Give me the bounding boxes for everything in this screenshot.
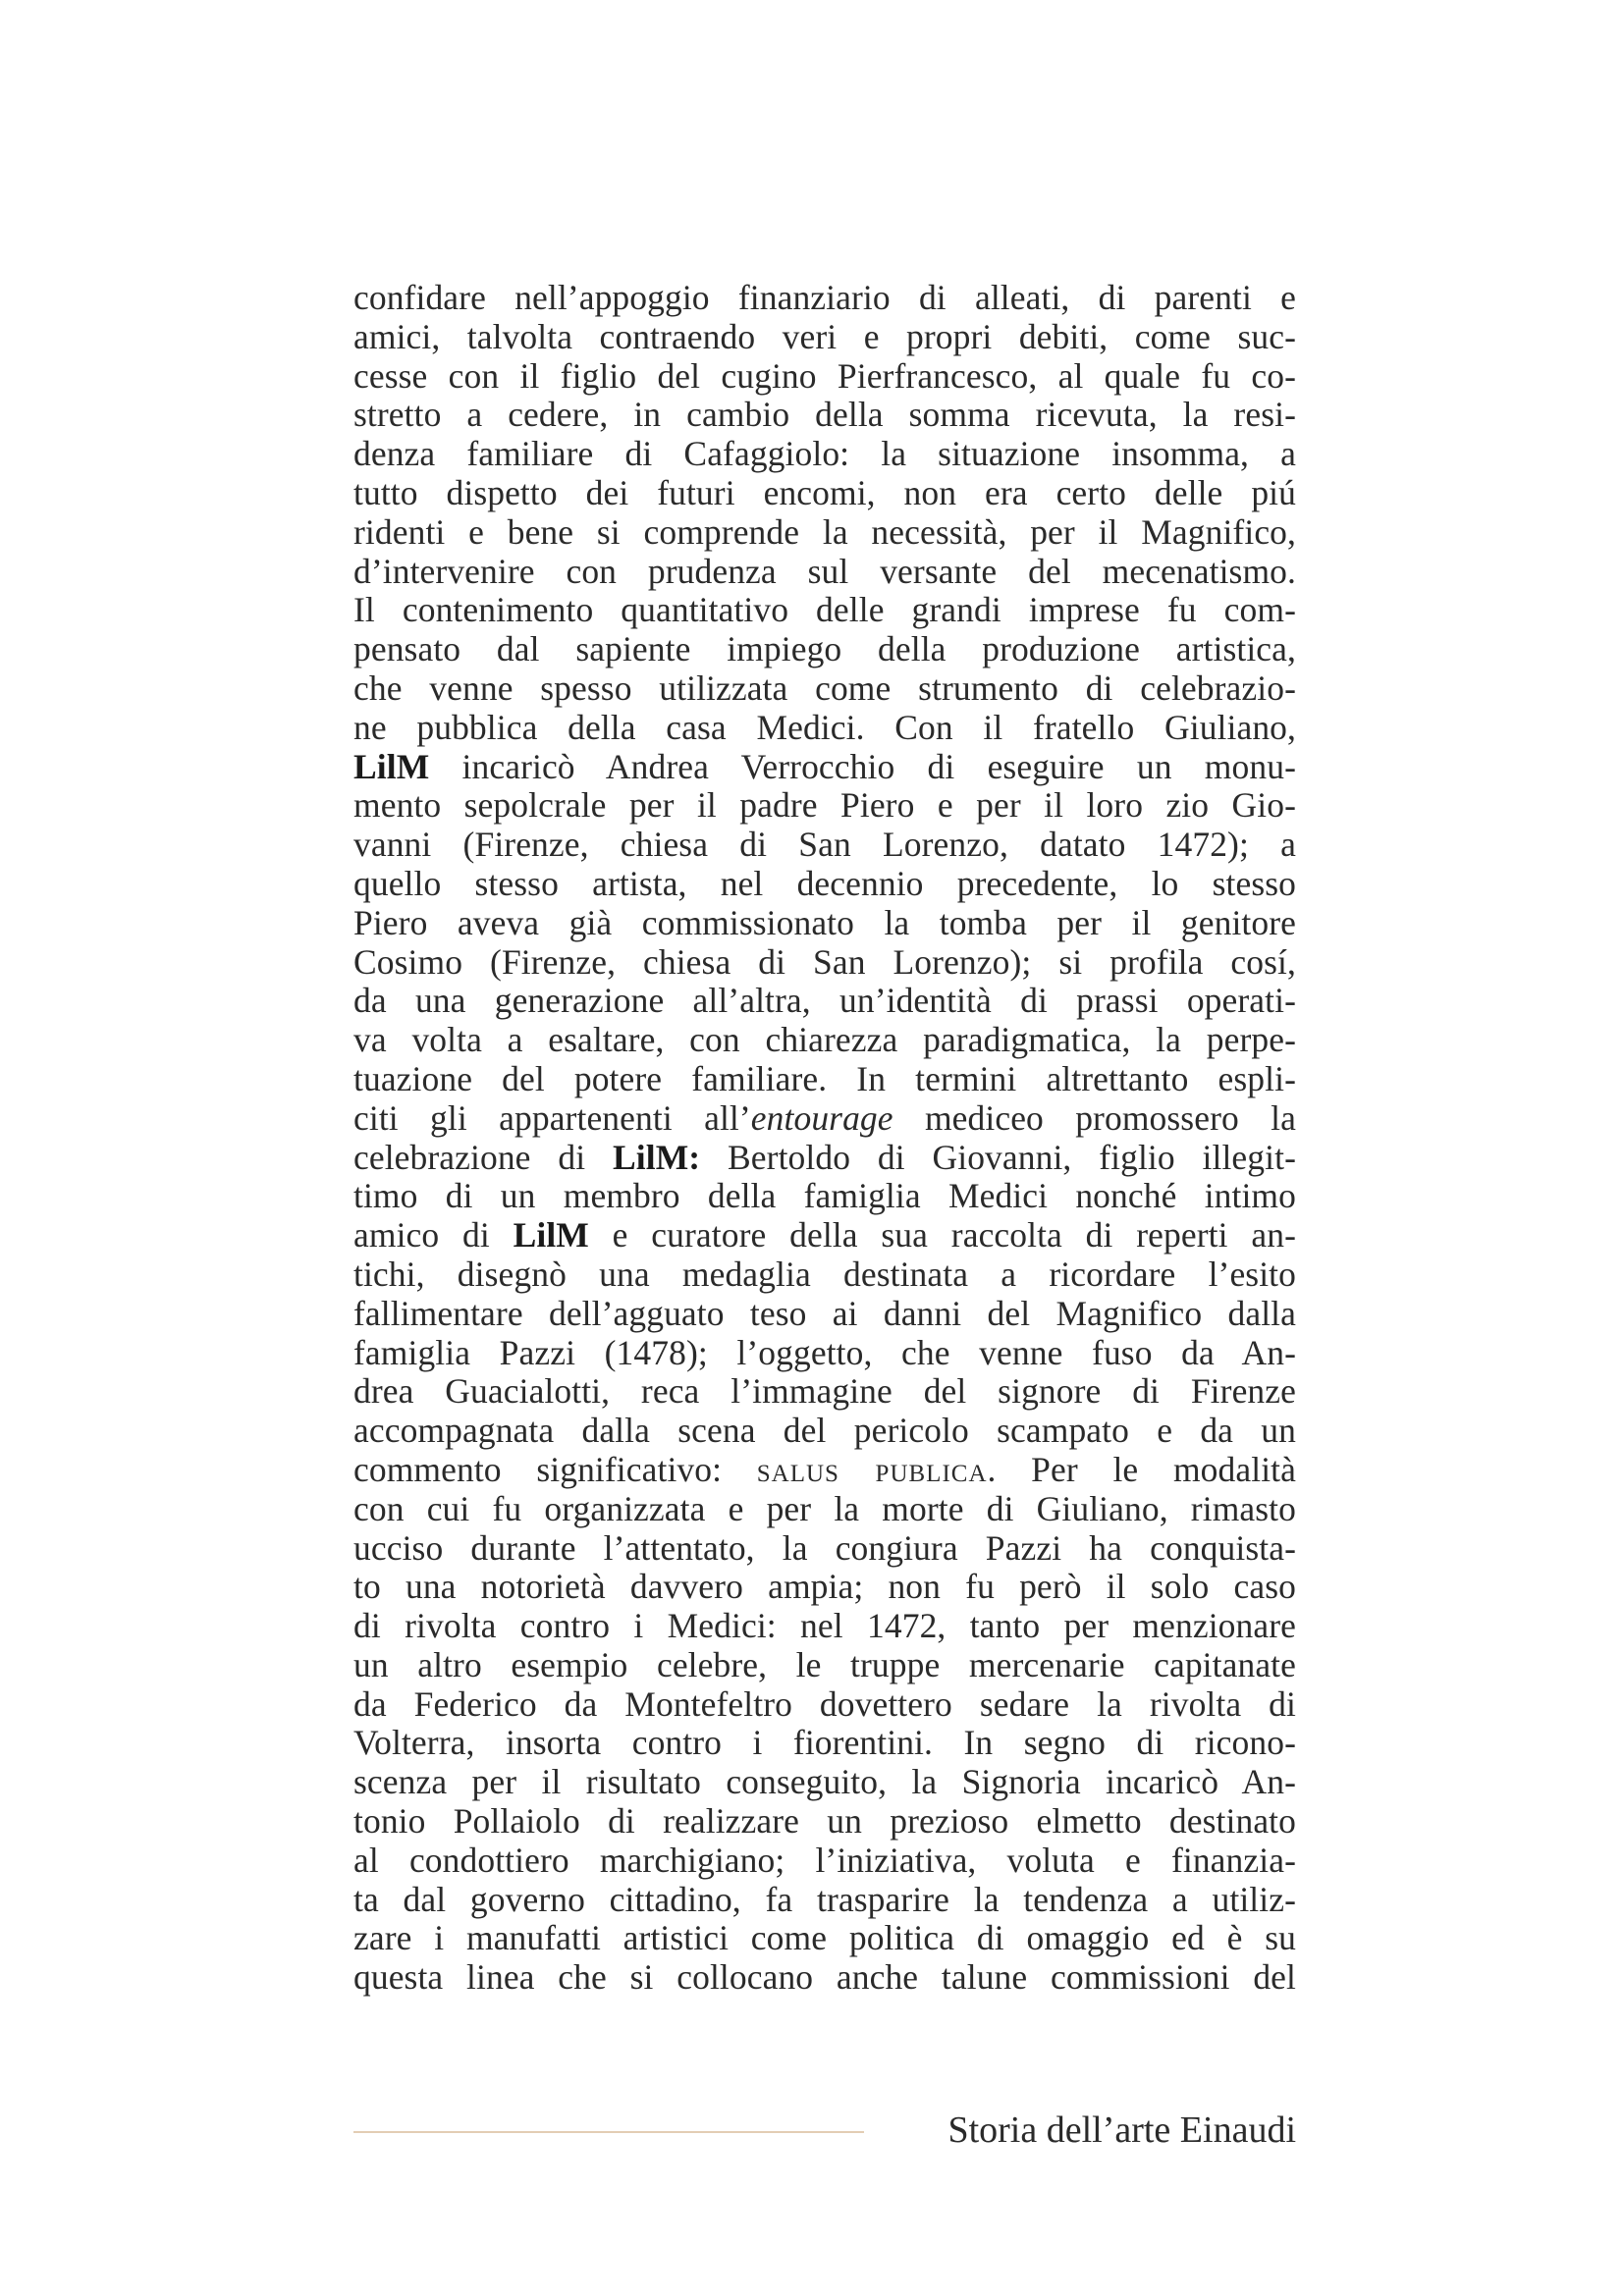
text-line: cesse con il figlio del cugino Pierfrancesco, al quale fu co-: [353, 356, 1296, 396]
text-line: un altro esempio celebre, le truppe mercenarie capitanate: [353, 1645, 1296, 1684]
text-run: celebrazione di: [353, 1138, 613, 1177]
text-line: va volta a esaltare, con chiarezza paradigmatica, la perpe-: [353, 1021, 1296, 1060]
text-line: scenza per il risultato conseguito, la Signoria incaricò An-: [353, 1763, 1296, 1802]
text-run: amico di: [353, 1216, 514, 1255]
text-line: to una notorietà davvero ampia; non fu però il solo caso: [353, 1568, 1296, 1607]
text-line: denza familiare di Cafaggiolo: la situazione insomma, a: [353, 435, 1296, 474]
text-run: citi gli appartenenti all’: [353, 1098, 751, 1138]
text-line: [353, 1099, 1296, 1139]
text-line: Volterra, insorta contro i fiorentini. In segno di ricono-: [353, 1724, 1296, 1763]
text-line: ridenti e bene si comprende la necessità, per il Magnifico,: [353, 512, 1296, 552]
text-line: vanni (Firenze, chiesa di San Lorenzo, datato 1472); a: [353, 826, 1296, 865]
text-line: confidare nell’appoggio finanziario di alleati, di parenti e: [353, 279, 1296, 317]
footer-title: Storia dell’arte Einaudi: [947, 2109, 1296, 2151]
text-line: tutto dispetto dei futuri encomi, non era certo delle piú: [353, 473, 1296, 512]
text-line: accompagnata dalla scena del pericolo scampato e da un: [353, 1412, 1296, 1451]
text-line: [353, 1216, 1296, 1255]
body-text: [353, 279, 1296, 1998]
text-line: amici, talvolta contraendo veri e propri debiti, come suc-: [353, 317, 1296, 356]
text-line: questa linea che si collocano anche talune commissioni del: [353, 1958, 1296, 1998]
text-line: d’intervenire con prudenza sul versante del mecenatismo.: [353, 552, 1296, 591]
text-line: famiglia Pazzi (1478); l’oggetto, che venne fuso da An-: [353, 1333, 1296, 1372]
text-line: tuazione del potere familiare. In termini altrettanto espli-: [353, 1059, 1296, 1098]
footer-rule: [353, 2131, 864, 2133]
text-line: che venne spesso utilizzata come strumento di celebrazio-: [353, 668, 1296, 708]
text-line: zare i manufatti artistici come politica di omaggio ed è su: [353, 1919, 1296, 1958]
text-line: fallimentare dell’agguato teso ai danni del Magnifico dalla: [353, 1294, 1296, 1333]
text-line: ne pubblica della casa Medici. Con il fratello Giuliano,: [353, 708, 1296, 747]
text-line: mento sepolcrale per il padre Piero e per il loro zio Gio-: [353, 786, 1296, 826]
text-line: [353, 1451, 1296, 1490]
text-run: Bertoldo di Giovanni, figlio illegit-: [700, 1138, 1296, 1177]
text-line: da Federico da Montefeltro dovettero sedare la rivolta di: [353, 1684, 1296, 1724]
text-run: e curatore della sua raccolta di reperti an-: [588, 1216, 1296, 1255]
text-line: Cosimo (Firenze, chiesa di San Lorenzo); si profila cosí,: [353, 942, 1296, 982]
lilm-abbrev: LilM: [513, 1216, 589, 1255]
small-caps-inscription: salus publica: [756, 1450, 988, 1489]
text-run: . Per le modalità: [987, 1450, 1296, 1489]
italic-term: entourage: [750, 1098, 893, 1138]
text-line: di rivolta contro i Medici: nel 1472, tanto per menzionare: [353, 1607, 1296, 1646]
lilm-abbrev: LilM:: [612, 1138, 701, 1177]
text-line: tichi, disegnò una medaglia destinata a ricordare l’esito: [353, 1255, 1296, 1294]
text-line: al condottiero marchigiano; l’iniziativa, voluta e finanzia-: [353, 1841, 1296, 1880]
text-line: con cui fu organizzata e per la morte di Giuliano, rimasto: [353, 1489, 1296, 1528]
text-line: ucciso durante l’attentato, la congiura Pazzi ha conquista-: [353, 1528, 1296, 1568]
text-line: [353, 748, 1296, 787]
text-line: stretto a cedere, in cambio della somma ricevuta, la resi-: [353, 396, 1296, 435]
text-line: Piero aveva già commissionato la tomba per il genitore: [353, 903, 1296, 942]
text-line: quello stesso artista, nel decennio precedente, lo stesso: [353, 864, 1296, 903]
text-line: pensato dal sapiente impiego della produzione artistica,: [353, 630, 1296, 669]
text-run: commento significativo:: [353, 1450, 757, 1489]
text-run: incaricò Andrea Verrocchio di eseguire un monu-: [429, 747, 1296, 786]
text-line: da una generazione all’altra, un’identità di prassi operati-: [353, 982, 1296, 1021]
text-line: timo di un membro della famiglia Medici nonché intimo: [353, 1177, 1296, 1216]
lilm-abbrev: LilM: [353, 747, 430, 786]
text-line: drea Guacialotti, reca l’immagine del signore di Firenze: [353, 1372, 1296, 1412]
text-line: [353, 1139, 1296, 1178]
text-line: ta dal governo cittadino, fa trasparire la tendenza a utiliz-: [353, 1880, 1296, 1919]
text-run: mediceo promossero la: [893, 1098, 1296, 1138]
text-line: Il contenimento quantitativo delle grandi imprese fu com-: [353, 591, 1296, 630]
text-line: tonio Pollaiolo di realizzare un prezioso elmetto destinato: [353, 1802, 1296, 1842]
